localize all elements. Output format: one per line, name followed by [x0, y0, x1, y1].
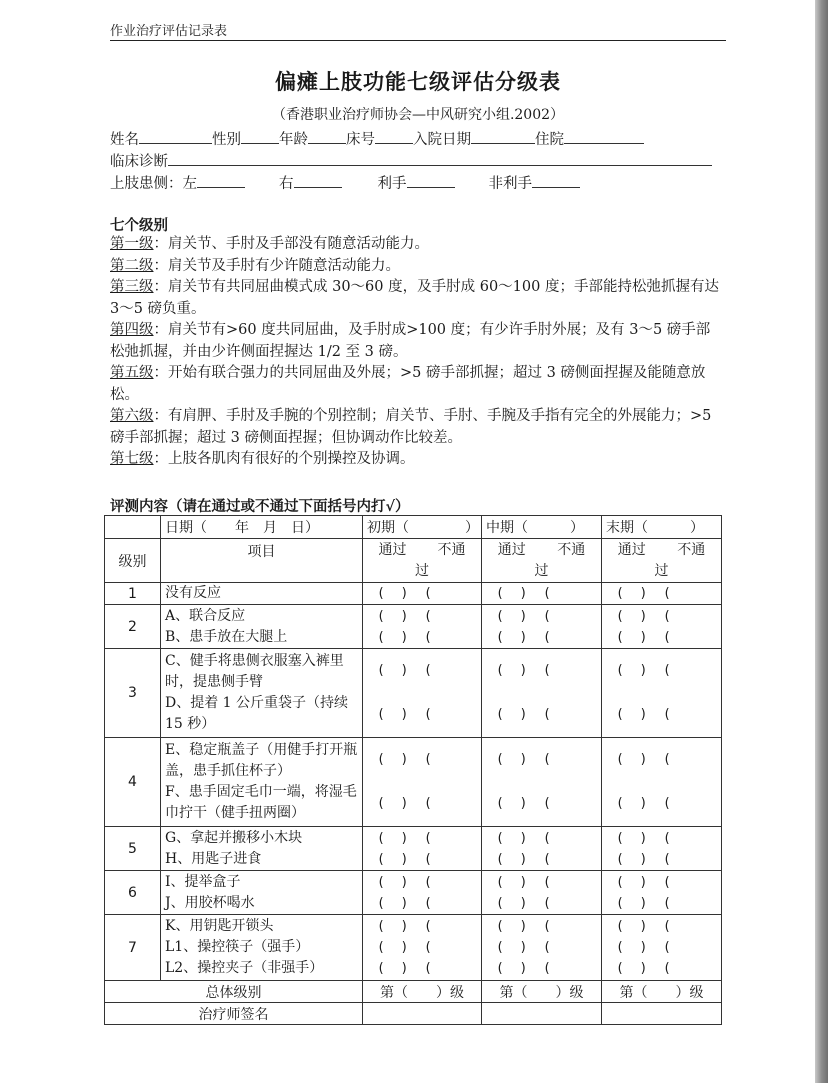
signature-initial[interactable] [363, 1003, 482, 1025]
column-header-row [105, 539, 722, 583]
level-text: ：肩关节、手肘及手部没有随意活动能力。 [153, 236, 429, 252]
bed-label: 床号 [346, 132, 375, 148]
check-pair[interactable]: ( ) ( [616, 851, 671, 867]
check-pair[interactable]: ( ) ( [616, 830, 671, 846]
pass-fail-header-final [602, 539, 722, 583]
level-number: 5 [105, 827, 161, 871]
check-cell[interactable] [482, 738, 602, 827]
dominant-label: 利手 [377, 176, 407, 192]
check-pair[interactable]: ( ) ( [377, 629, 432, 645]
pass-label: 通过 [497, 541, 526, 558]
level-text: ：开始有联合强力的共同屈曲及外展；>5 磅手部抓握；超过 3 磅侧面捏握及能随意放松。 [110, 365, 706, 403]
mid-date-header[interactable]: 中期（ ） [482, 516, 602, 539]
dominant-field[interactable] [407, 173, 455, 188]
check-cell[interactable] [363, 649, 482, 738]
check-pair[interactable]: ( ) ( [496, 796, 551, 811]
check-pair[interactable]: ( ) ( [377, 940, 432, 955]
total-level-label: 总体级别 [105, 981, 363, 1003]
pass-fail-header-mid [482, 539, 602, 583]
admission-date-field[interactable] [471, 129, 535, 144]
level-item [110, 449, 722, 471]
table-row [105, 738, 722, 827]
pass-fail-header-initial [363, 539, 482, 583]
check-pair[interactable]: ( ) ( [616, 940, 671, 955]
right-label: 右 [279, 176, 294, 192]
page-subtitle: （香港职业治疗师协会—中风研究小组.2002） [271, 107, 565, 123]
total-level-mid[interactable]: 第（ ）级 [482, 981, 602, 1003]
age-label: 年龄 [279, 132, 308, 148]
check-pair[interactable]: ( ) ( [496, 707, 551, 722]
levels-heading: 七个级别 [110, 217, 168, 234]
level-label: 第四级 [110, 322, 154, 338]
level-number: 4 [105, 738, 161, 827]
hospital-label: 住院 [535, 132, 564, 148]
level-column-header: 级别 [105, 539, 161, 583]
check-pair[interactable]: ( ) ( [377, 895, 432, 911]
check-pair[interactable]: ( ) ( [616, 608, 671, 624]
patient-info-line-3 [110, 172, 580, 193]
admission-date-label: 入院日期 [413, 132, 471, 148]
page-edge-shadow [815, 0, 828, 1083]
check-pair[interactable]: ( ) ( [496, 830, 551, 846]
check-pair[interactable]: ( ) ( [496, 874, 551, 890]
levels-list [110, 234, 722, 471]
check-cell[interactable] [363, 738, 482, 827]
check-pair[interactable]: ( ) ( [616, 961, 671, 976]
level-label: 第七级 [110, 451, 154, 467]
item-text-group [161, 871, 363, 915]
check-pair[interactable]: ( ) ( [377, 961, 432, 976]
fail-label: 不通 [677, 541, 706, 558]
check-pair[interactable]: ( ) ( [616, 629, 671, 645]
age-field[interactable] [308, 129, 346, 144]
fail-label-cont: 过 [534, 562, 549, 579]
item-text: E、稳定瓶盖子（用健手打开瓶盖，患手抓住杯子） [165, 742, 358, 779]
check-cell[interactable]: ( ) ( [363, 583, 482, 605]
therapist-signature-label: 治疗师签名 [105, 1003, 363, 1025]
item-text: F、患手固定毛巾一端，将湿毛巾拧干（健手扭两圈） [165, 784, 357, 821]
level-number: 3 [105, 649, 161, 738]
table-row [105, 915, 722, 981]
item-text: D、提着 1 公斤重袋子（持续 15 秒） [165, 695, 349, 732]
signature-row [105, 1003, 722, 1025]
patient-info-line-2 [110, 150, 712, 171]
right-field[interactable] [294, 173, 342, 188]
table-row [105, 827, 722, 871]
level-label: 第六级 [110, 408, 154, 424]
item-text: J、用胶杯喝水 [165, 894, 255, 911]
sex-field[interactable] [241, 129, 279, 144]
signature-mid[interactable] [482, 1003, 602, 1025]
check-pair[interactable]: ( ) ( [377, 707, 432, 722]
check-pair[interactable]: ( ) ( [377, 851, 432, 867]
final-date-header[interactable]: 末期（ ） [602, 516, 722, 539]
level-label: 第五级 [110, 365, 154, 381]
table-row [105, 649, 722, 738]
item-text-group [161, 827, 363, 871]
left-field[interactable] [197, 173, 245, 188]
level-label: 第三级 [110, 279, 154, 295]
level-item [110, 406, 722, 449]
item-text: L1、操控筷子（强手） [165, 939, 310, 955]
check-pair[interactable]: ( ) ( [377, 830, 432, 846]
check-pair[interactable]: ( ) ( [496, 663, 551, 678]
item-column-header: 项目 [161, 539, 363, 583]
check-pair[interactable]: ( ) ( [377, 752, 432, 767]
check-cell[interactable] [482, 827, 602, 871]
check-pair[interactable]: ( ) ( [377, 663, 432, 678]
check-pair[interactable]: ( ) ( [377, 874, 432, 890]
check-pair[interactable]: ( ) ( [496, 961, 551, 976]
check-pair[interactable]: ( ) ( [616, 919, 671, 934]
total-level-row [105, 981, 722, 1003]
hospital-field[interactable] [564, 129, 644, 144]
date-row [105, 516, 722, 539]
table-row [105, 605, 722, 649]
page-header: 作业治疗评估记录表 [110, 24, 228, 39]
pass-label: 通过 [378, 541, 407, 558]
fail-label: 不通 [557, 541, 586, 558]
diagnosis-field[interactable] [168, 151, 712, 166]
date-label[interactable]: 日期（ 年 月 日） [161, 516, 363, 539]
initial-date-header[interactable]: 初期（ ） [363, 516, 482, 539]
item-text: G、拿起并搬移小木块 [165, 829, 303, 846]
item-text: H、用匙子进食 [165, 850, 262, 867]
check-cell[interactable] [602, 605, 722, 649]
check-cell[interactable] [482, 649, 602, 738]
fail-label-cont: 过 [654, 562, 669, 579]
item-text-group [161, 915, 363, 981]
level-number: 6 [105, 871, 161, 915]
level-item [110, 363, 722, 406]
level-number: 2 [105, 605, 161, 649]
level-text: ：上肢各肌肉有很好的个别操控及协调。 [153, 451, 415, 467]
name-label: 姓名 [110, 132, 139, 148]
check-pair[interactable]: ( ) ( [616, 663, 671, 678]
non-dominant-label: 非利手 [488, 176, 532, 192]
check-cell[interactable] [363, 827, 482, 871]
level-item [110, 320, 722, 363]
signature-final[interactable] [602, 1003, 722, 1025]
check-pair[interactable]: ( ) ( [496, 940, 551, 955]
page-title: 偏瘫上肢功能七级评估分级表 [275, 69, 561, 94]
total-level-final[interactable]: 第（ ）级 [602, 981, 722, 1003]
check-pair[interactable]: ( ) ( [377, 919, 432, 934]
level-text: ：肩关节有>60 度共同屈曲，及手肘成>100 度；有少许手肘外展；及有 3～5 磅手部松弛抓握，并由少许侧面捏握达 1/2 至 3 磅。 [110, 322, 711, 360]
check-cell[interactable] [602, 827, 722, 871]
check-pair[interactable]: ( ) ( [616, 874, 671, 890]
check-cell[interactable]: ( ) ( [602, 583, 722, 605]
item-text: C、健手将患侧衣服塞入裤里时，提患侧手臂 [165, 653, 344, 690]
item-text-group [161, 649, 363, 738]
level-item [110, 256, 722, 278]
item-text: 没有反应 [161, 583, 363, 605]
diagnosis-label: 临床诊断 [110, 154, 168, 170]
check-pair[interactable]: ( ) ( [616, 796, 671, 811]
check-pair[interactable]: ( ) ( [496, 851, 551, 867]
check-cell[interactable] [602, 915, 722, 981]
check-cell[interactable] [482, 605, 602, 649]
fail-label: 不通 [437, 541, 466, 558]
check-pair[interactable]: ( ) ( [496, 629, 551, 645]
check-cell[interactable] [602, 649, 722, 738]
header-divider [110, 40, 726, 41]
check-pair[interactable]: ( ) ( [496, 608, 551, 624]
level-number: 7 [105, 915, 161, 981]
item-text-group [161, 605, 363, 649]
check-cell[interactable] [482, 915, 602, 981]
check-cell[interactable] [602, 871, 722, 915]
evaluation-heading: 评测内容（请在通过或不通过下面括号内打√） [110, 498, 410, 515]
evaluation-table [104, 515, 722, 1025]
level-text: ：肩关节及手肘有少许随意活动能力。 [153, 257, 400, 274]
total-level-initial[interactable]: 第（ ）级 [363, 981, 482, 1003]
item-text-group [161, 738, 363, 827]
table-row [105, 583, 722, 605]
level-label: 第二级 [110, 257, 154, 274]
item-text: B、患手放在大腿上 [165, 628, 288, 645]
table-row [105, 871, 722, 915]
item-text: K、用钥匙开锁头 [165, 918, 274, 934]
sex-label: 性别 [212, 132, 241, 148]
level-label: 第一级 [110, 236, 154, 252]
level-text: ：有肩胛、手肘及手腕的个别控制；肩关节、手肘、手腕及手指有完全的外展能力；>5 磅手部抓握；超过 3 磅侧面捏握；但协调动作比较差。 [110, 408, 712, 446]
fail-label-cont: 过 [415, 562, 429, 579]
item-text: L2、操控夹子（非强手） [165, 960, 324, 976]
name-field[interactable] [139, 129, 212, 144]
pass-label: 通过 [617, 541, 646, 558]
check-pair[interactable]: ( ) ( [496, 895, 551, 911]
check-cell[interactable] [363, 871, 482, 915]
check-pair[interactable]: ( ) ( [496, 919, 551, 934]
non-dominant-field[interactable] [532, 173, 580, 188]
check-cell[interactable]: ( ) ( [482, 583, 602, 605]
check-cell[interactable] [363, 605, 482, 649]
check-cell[interactable] [602, 738, 722, 827]
blank-cell [105, 516, 161, 539]
check-pair[interactable]: ( ) ( [496, 752, 551, 767]
check-pair[interactable]: ( ) ( [377, 796, 432, 811]
level-number: 1 [105, 583, 161, 605]
check-pair[interactable]: ( ) ( [616, 752, 671, 767]
check-pair[interactable]: ( ) ( [616, 895, 671, 911]
check-pair[interactable]: ( ) ( [377, 608, 432, 624]
level-item [110, 234, 722, 256]
check-cell[interactable] [482, 871, 602, 915]
affected-side-label: 上肢患侧：左 [110, 176, 197, 192]
check-pair[interactable]: ( ) ( [616, 707, 671, 722]
level-item [110, 277, 722, 320]
bed-field[interactable] [375, 129, 413, 144]
level-text: ：肩关节有共同屈曲模式成 30～60 度，及手肘成 60～100 度；手部能持松弛抓握有达 3～5 磅负重。 [110, 279, 719, 317]
patient-info-line-1 [110, 128, 644, 149]
item-text: I、提举盒子 [165, 873, 241, 890]
item-text: A、联合反应 [165, 607, 246, 624]
check-cell[interactable] [363, 915, 482, 981]
